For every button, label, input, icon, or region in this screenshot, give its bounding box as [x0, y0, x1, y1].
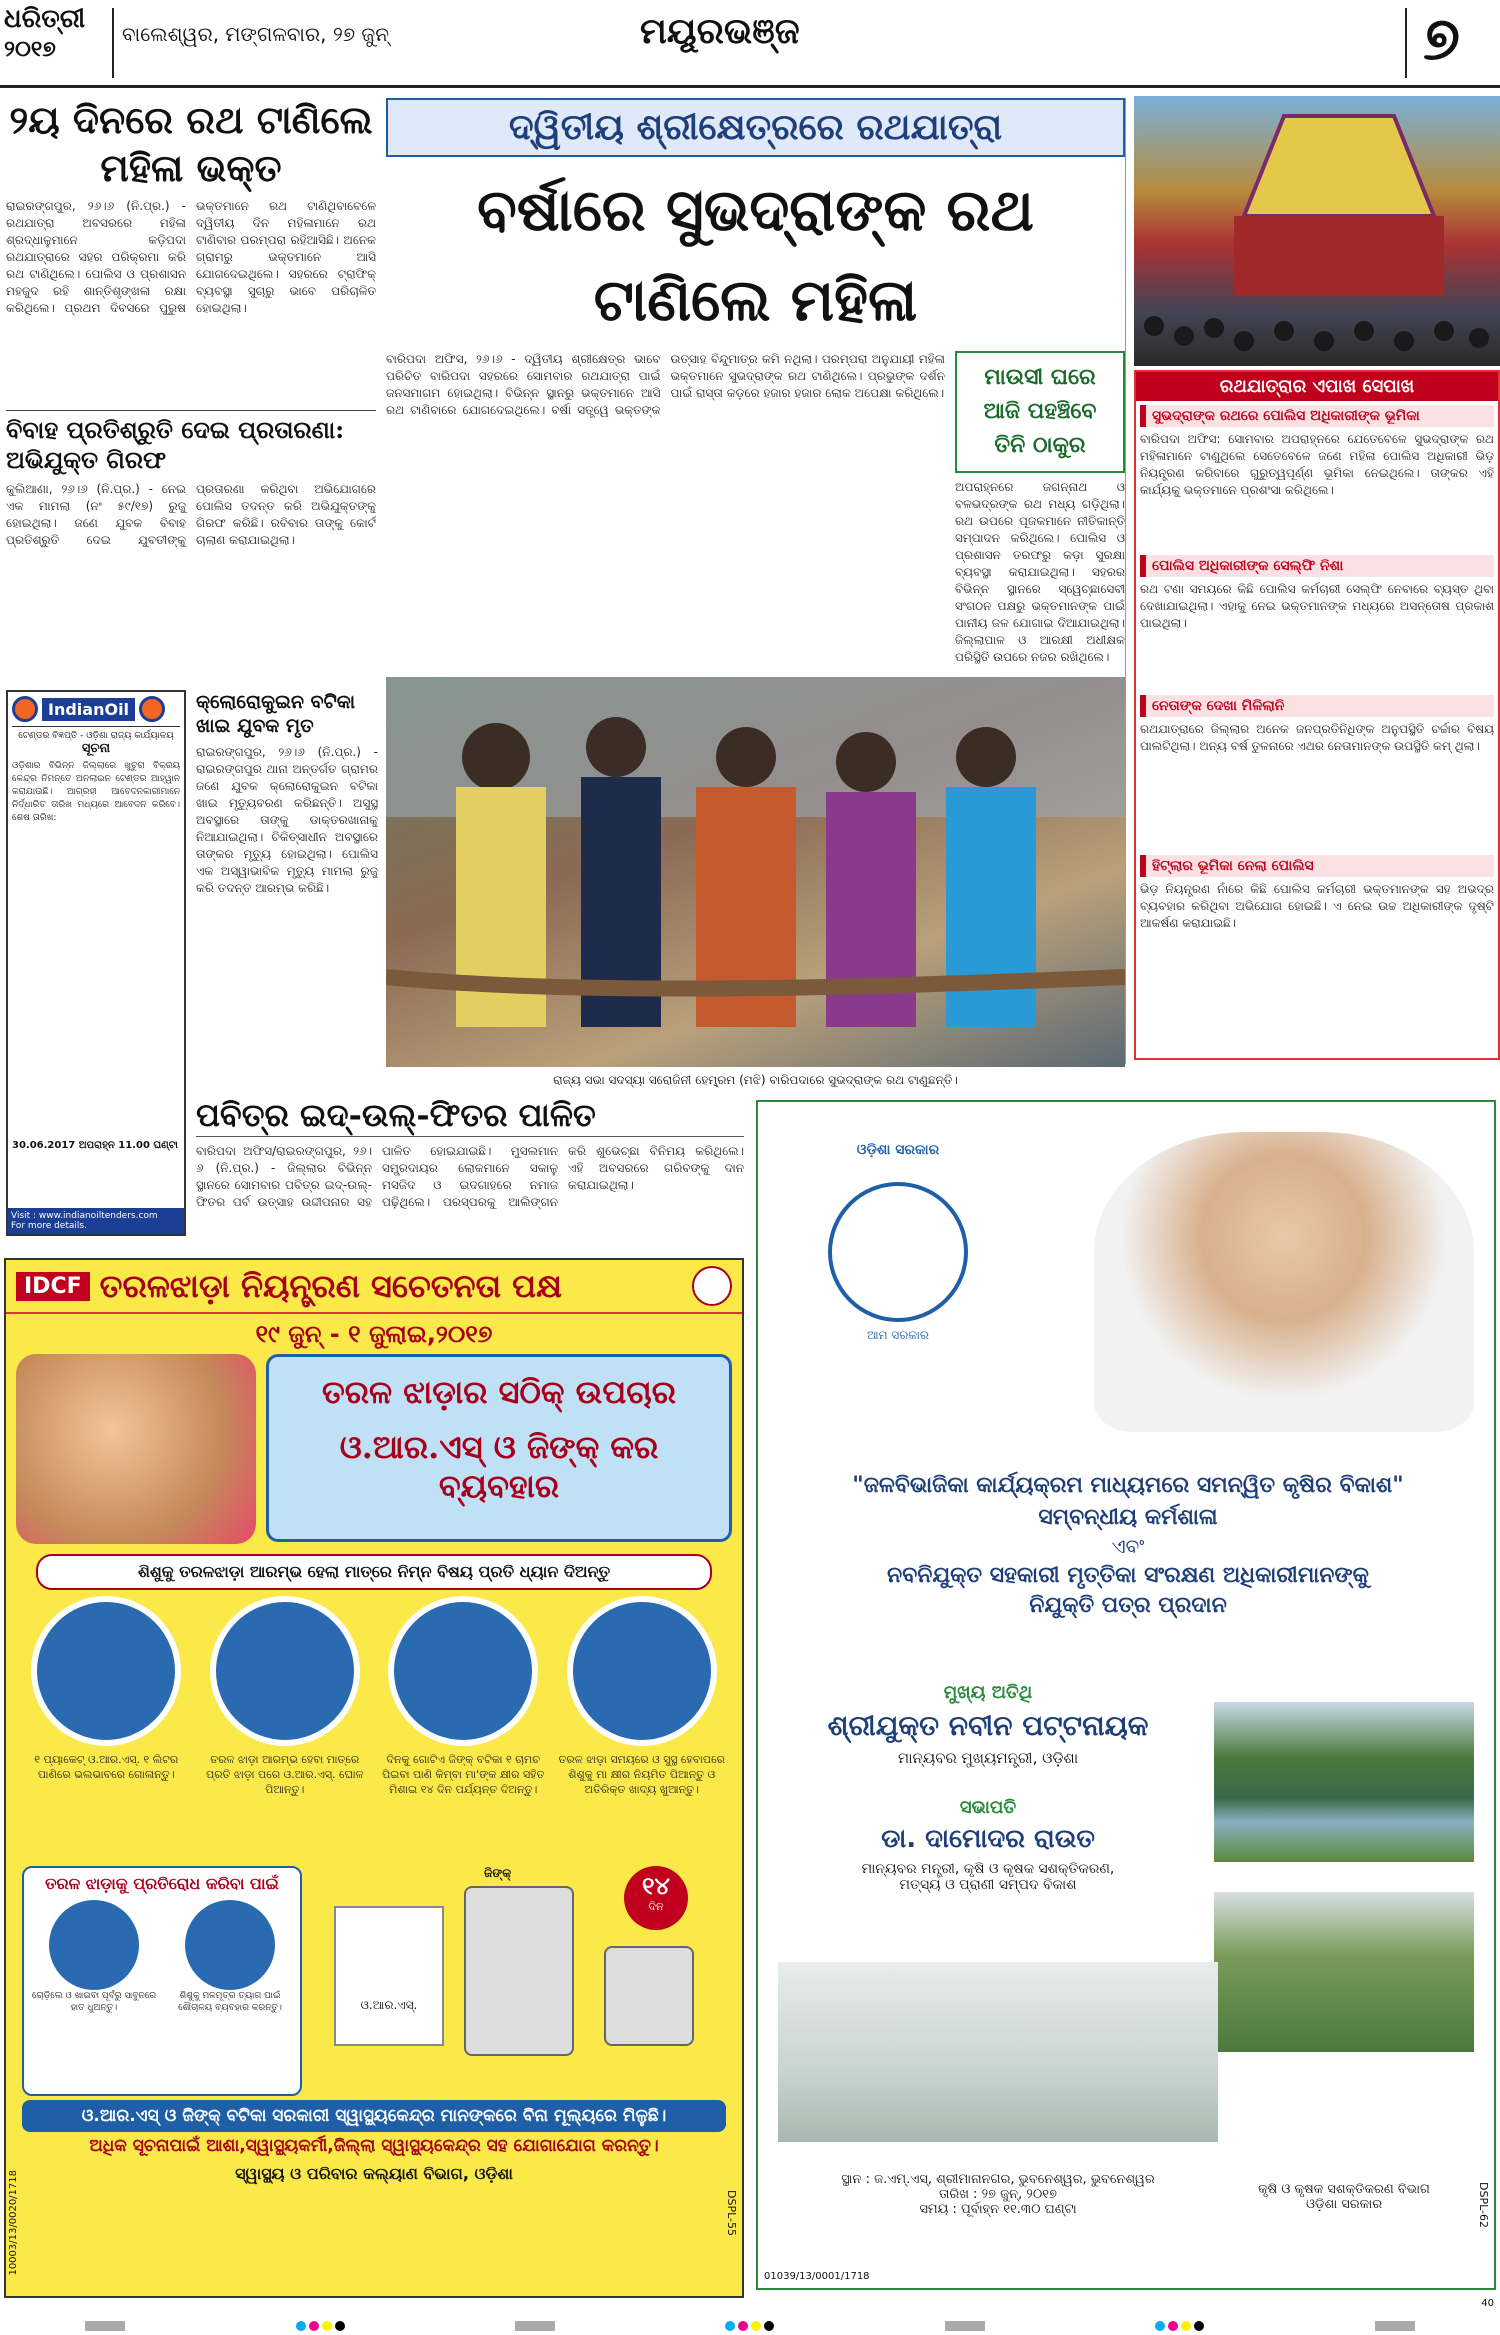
govt-motto: ଆମ ସରକାର	[866, 1328, 930, 1342]
reg-mark-icon	[85, 2321, 125, 2331]
bottom-info: ଅଧିକ ସୂଚନାପାଇଁ ଆଶା,ସ୍ୱାସ୍ଥ୍ୟକର୍ମୀ,ଜିଲ୍ଲା ସ୍ୱାସ୍ଥ୍ୟକେନ୍ଦ୍ର ସହ ଯୋଗାଯୋଗ କରନ୍ତୁ।	[89, 2136, 659, 2156]
subhead: ନେତାଙ୍କ ଦେଖା ମିଳିଲାନି	[1140, 695, 1494, 717]
prevent-text: ଶିଶୁକୁ ମଳମୂତ୍ର ତ୍ୟାଗ ପାଇଁ ଶୌଚାଳୟ ବ୍ୟବହାର କରନ୍ତୁ।	[178, 1991, 282, 2013]
president-title: ମତ୍ସ୍ୟ ଓ ପ୍ରାଣୀ ସମ୍ପଦ ବିକାଶ	[899, 1877, 1077, 1893]
article-body: ବାରିପଦା ଅଫିସ: ସୋମବାର ଅପରାହ୍ନରେ ଯେତେବେଳେ ସୁଭଦ୍ରାଙ୍କ ରଥ ମହିଳାମାନେ ଟାଣୁଥିଲେ ସେତେବେଳେ ଜଣେ ମହିଳା ପୋଲିସ ଅଧିକାରୀ ଭିଡ଼ ନିୟନ୍ତ୍ରଣ କରିବାରେ ଗୁରୁତ୍ୱପୂର୍ଣ୍ଣ ଭୂମିକା ନେଇଥିଲେ। ତାଙ୍କର ଏହି କାର୍ଯ୍ୟକୁ ଭକ୍ତମାନେ ପ୍ରଶଂସା କରିଥିଲେ।	[1140, 432, 1494, 497]
divider	[1405, 8, 1407, 78]
ad-code: DSPL-62	[1477, 2182, 1490, 2228]
step-text: ତରଳ ଝାଡ଼ା ସମୟରେ ଓ ସୁସ୍ଥ ହେବାପରେ ଶିଶୁକୁ ମା କ୍ଷୀର ନିୟମିତ ପିଆନ୍ତୁ ଓ ଅତିରିକ୍ତ ଖାଦ୍ୟ ଖୁଆନ୍ତୁ।	[558, 1753, 725, 1796]
venue: ସ୍ଥାନ : ଜ.ଏମ୍.ଏସ୍, ଶ୍ରୀମାନାନଗର, ଭୁବନେଶ୍ୱର, ଭୁବନେଶ୍ୱର	[841, 2172, 1155, 2187]
promo-line-2: ଓ.ଆର.ଏସ୍ ଓ ଜିଙ୍କ୍ କର ବ୍ୟବହାର	[339, 1428, 659, 1505]
subhead: ହିଟ୍‌ଲାର ଭୂମିକା ନେଲା ପୋଲିସ	[1140, 855, 1494, 877]
prevent-text: ଚୋଡ଼ିଲେ ଓ ଖାଇବା ପୂର୍ବରୁ ସାବୁନରେ ହାତ ଧୁଅନ୍ତୁ।	[31, 1991, 157, 2013]
department: ସ୍ୱାସ୍ଥ୍ୟ ଓ ପରିବାର କଲ୍ୟାଣ ବିଭାଗ, ଓଡ଼ିଶା	[235, 2164, 513, 2183]
article-body: ବାରିପଦା ଅଫିସ/ରାଇରଙ୍ଗପୁର, ୨୬।୬ (ନି.ପ୍ର.) - ଜିଲ୍ଲାର ବିଭିନ୍ନ ସ୍ଥାନରେ ସୋମବାର ପବିତ୍ର ଇଦ୍-ଉଲ୍-ଫିତର ପର୍ବ ଉତ୍ସାହ ଉଦ୍ଦୀପନାର ସହ ପାଳିତ ହୋଇଯାଇଛି। ମୁସଲମାନ ସମ୍ପ୍ରଦାୟର ଲୋକମାନେ ସକାଳୁ ମସଜିଦ ଓ ଇଦଗାହରେ ନମାଜ ପଢ଼ିଥିଲେ। ପରସ୍ପରକୁ ଆଲିଙ୍ଗନ କରି ଶୁଭେଚ୍ଛା ବିନିମୟ କରିଥିଲେ। ଏହି ଅବସରରେ ଗରିବଙ୍କୁ ଦାନ କରାଯାଇଥିଲା।	[196, 1144, 744, 1209]
step-text: ୧ ପ୍ୟାକେଟ୍ ଓ.ଆର.ଏସ୍. ୧ ଲିଟର ପାଣିରେ ଭଲଭାବରେ ଗୋଳାନ୍ତୁ।	[34, 1753, 179, 1781]
left-story-1	[6, 96, 376, 413]
step-card	[22, 1596, 191, 1866]
idcf-logo: IDCF	[16, 1272, 90, 1301]
govt-emblem-icon	[828, 1182, 968, 1322]
kicker: ଦ୍ୱିତୀୟ ଶ୍ରୀକ୍ଷେତ୍ରରେ ରଥଯାତ୍ରା	[386, 98, 1125, 157]
step-text: ତରଳ ଝାଡ଼ା ଆରମ୍ଭ ହେବା ମାତ୍ରେ ପ୍ରତି ଝାଡ଼ା ପରେ ଓ.ଆର.ଏସ୍. ଘୋଳ ପିଆନ୍ତୁ।	[205, 1753, 364, 1796]
department: ଓଡ଼ିଶା ସରକାର	[1305, 2197, 1383, 2212]
photo-figures	[386, 677, 1125, 1067]
field-photo-1	[1214, 1702, 1474, 1862]
prevent-title: ତରଳ ଝାଡ଼ାକୁ ପ୍ରତିରୋଧ କରିବା ପାଇଁ	[45, 1874, 279, 1893]
tender-website-link[interactable]: Visit : www.indianoiltenders.com	[11, 1211, 158, 1221]
ad-line: ଏବଂ	[1111, 1534, 1145, 1558]
chariot-figure	[1134, 96, 1500, 366]
feeding-child-icon	[210, 1596, 360, 1746]
inset-box: ମାଉସୀ ଘରେ ଆଜି ପହଞ୍ଚିବେ ତିନି ଠାକୁର	[955, 351, 1125, 473]
zinc-blister-small	[604, 1946, 694, 2046]
footer-page-number: 40	[1481, 2298, 1494, 2309]
event-time: ସମୟ : ପୂର୍ବାହ୍ନ ୧୧.୩୦ ଘଣ୍ଟା	[919, 2202, 1077, 2217]
mother-child-illustration	[16, 1354, 256, 1544]
president-name: ଡା. ଦାମୋଦର ରାଉତ	[881, 1824, 1095, 1854]
ad-dates: ୧୯ ଜୁନ୍ - ୧ ଜୁଲାଇ,୨୦୧୭	[255, 1320, 493, 1348]
tender-subtitle: ସୂଚନା	[81, 741, 111, 756]
sidebar-title: ରଥଯାତ୍ରାର ଏପାଖ ସେପାଖ	[1136, 372, 1498, 401]
ad-line: ନିଯୁକ୍ତି ପତ୍ର ପ୍ରଦାନ	[1029, 1592, 1227, 1618]
days-badge	[624, 1866, 688, 1930]
article-body: ରାଇରଙ୍ଗପୁର, ୨୬।୬ (ନି.ପ୍ର.) - ରାଇରଙ୍ଗପୁର ଥାନା ଅନ୍ତର୍ଗତ ଗ୍ରାମର ଜଣେ ଯୁବକ କ୍ଲୋରୋକୁଇନ ବଟିକା ଖାଇ ମୃତ୍ୟୁବରଣ କରିଛନ୍ତି। ଅସୁସ୍ଥ ଅବସ୍ଥାରେ ତାଙ୍କୁ ଡାକ୍ତରଖାନାକୁ ନିଆଯାଇଥିଲା। ଚିକିତ୍ସାଧୀନ ଅବସ୍ଥାରେ ତାଙ୍କର ମୃତ୍ୟୁ ହୋଇଥିଲା। ପୋଲିସ ଏକ ଅସ୍ୱାଭାବିକ ମୃତ୍ୟୁ ମାମଲା ରୁଜୁ କରି ତଦନ୍ତ ଆରମ୍ଭ କରିଛି।	[196, 745, 378, 895]
president-label: ସଭାପତି	[959, 1797, 1017, 1818]
headline: ବିବାହ ପ୍ରତିଶ୍ରୁତି ଦେଇ ପ୍ରତାରଣା: ଅଭିଯୁକ୍ତ ଗିରଫ	[6, 415, 345, 474]
article-body: ରାଇରଙ୍ଗପୁର, ୨୬।୬ (ନି.ପ୍ର.) - ରଥଯାତ୍ରା ଅବସରରେ ମହିଳା ଶ୍ରଦ୍ଧାଳୁମାନେ କଡ଼ିପଦା ରଥଯାତ୍ରାରେ ସହର ପରିକ୍ରମା କରି ରଥ ଟାଣିଥିଲେ। ପୋଲିସ ଓ ପ୍ରଶାସନ ମହଜୁଦ ରହି ଶାନ୍ତିଶୃଙ୍ଖଳା ରକ୍ଷା କରିଥିଲେ। ପ୍ରଥମ ଦିବସରେ ପୁରୁଷ ଭକ୍ତମାନେ ରଥ ଟାଣିଥିବାବେଳେ ଦ୍ୱିତୀୟ ଦିନ ମହିଳାମାନେ ରଥ ଟାଣିବାର ପରମ୍ପରା ରହିଆସିଛି। ଅନେକ ଗ୍ରାମରୁ ଭକ୍ତମାନେ ଆସି ଯୋଗଦେଇଥିଲେ। ସହରରେ ଟ୍ରାଫିକ୍ ବ୍ୟବସ୍ଥା ସୁଚାରୁ ଭାବେ ପରିଚାଳିତ ହୋଇଥିଲା।	[6, 199, 376, 315]
tender-title: ଟେଣ୍ଡର ବିଜ୍ଞପ୍ତି - ଓଡ଼ିଶା ରାଜ୍ୟ କାର୍ଯ୍ୟାଳୟ	[18, 731, 174, 741]
article-body: ବାରିପଦା ଅଫିସ, ୨୬।୬ - ଦ୍ୱିତୀୟ ଶ୍ରୀକ୍ଷେତ୍ର ଭାବେ ପରିଚିତ ବାରିପଦା ସହରରେ ସୋମବାର ରଥଯାତ୍ରା ପାଇଁ ଜନସମାଗମ ହୋଇଥିଲା। ବିଭିନ୍ନ ସ୍ଥାନରୁ ଭକ୍ତମାନେ ଆସି ରଥ ଟାଣିବାରେ ଯୋଗଦେଇଥିଲେ। ବର୍ଷା ସତ୍ତ୍ୱେ ଭକ୍ତଙ୍କ ଉତ୍ସାହ ବିନ୍ଦୁମାତ୍ର କମି ନଥିଲା। ପରମ୍ପରା ଅନୁଯାୟୀ ମହିଳା ଭକ୍ତମାନେ ସୁଭଦ୍ରାଙ୍କ ରଥ ଟାଣିଥିଲେ। ପ୍ରଭୁଙ୍କ ଦର୍ଶନ ପାଇଁ ରାସ୍ତା କଡ଼ରେ ହଜାର ହଜାର ଲୋକ ଅପେକ୍ଷା କରିଥିଲେ।	[386, 352, 945, 417]
headline: କ୍ଲୋରୋକୁଇନ ବଟିକା ଖାଇ ଯୁବକ ମୃତ	[196, 691, 356, 737]
bottom-banner: ଓ.ଆର.ଏସ୍ ଓ ଜିଙ୍କ୍ ବଟିକା ସରକାରୀ ସ୍ୱାସ୍ଥ୍ୟକେନ୍ଦ୍ର ମାନଙ୍କରେ ବିନା ମୂଲ୍ୟରେ ମିଳୁଛି।	[22, 2100, 726, 2132]
ad-title: ତରଳଝାଡ଼ା ନିୟନ୍ତ୍ରଣ ସଚେତନତା ପକ୍ଷ	[99, 1266, 562, 1305]
divider	[6, 410, 376, 411]
handwash-icon	[49, 1900, 139, 1990]
article-body: ରଥଯାତ୍ରାରେ ଜିଲ୍ଲାର ଅନେକ ଜନପ୍ରତିନିଧିଙ୍କ ଅନୁପସ୍ଥିତି ଚର୍ଚ୍ଚାର ବିଷୟ ପାଲଟିଥିଲା। ଅନ୍ୟ ବର୍ଷ ତୁଳନାରେ ଏଥର ନେତାମାନଙ୍କ ଉପସ୍ଥିତି କମ୍ ଥିଲା।	[1140, 722, 1494, 753]
ad-ref: 10003/13/0020/1718	[8, 2170, 19, 2276]
reg-mark-icon	[515, 2321, 555, 2331]
masthead	[0, 0, 1500, 88]
step-card	[379, 1596, 548, 1866]
zinc-label: ଜିଙ୍କ୍	[484, 1866, 512, 1880]
sidebar-box	[1134, 370, 1500, 1060]
days-text: ଦିନ	[648, 1900, 664, 1913]
misty-landscape	[778, 1962, 1218, 2142]
ad-line: ନବନିଯୁକ୍ତ ସହକାରୀ ମୃତ୍ତିକା ସଂରକ୍ଷଣ ଅଧିକାରୀମାନଙ୍କୁ	[887, 1562, 1369, 1588]
ribbon: ଶିଶୁକୁ ତରଳଝାଡ଼ା ଆରମ୍ଭ ହେଲା ମାତ୍ରେ ନିମ୍ନ ବିଷୟ ପ୍ରତି ଧ୍ୟାନ ଦିଅନ୍ତୁ	[36, 1554, 712, 1590]
toilet-icon	[185, 1900, 275, 1990]
indianoil-logo-icon	[12, 696, 38, 722]
article-body: ଭିଡ଼ ନିୟନ୍ତ୍ରଣ ନାଁରେ କିଛି ପୋଲିସ କର୍ମଚାରୀ ଭକ୍ତମାନଙ୍କ ସହ ଅଭଦ୍ର ବ୍ୟବହାର କରିଥିବା ଅଭିଯୋଗ ହୋଇଛି। ଏ ନେଇ ଉଚ୍ଚ ଅଧିକାରୀଙ୍କ ଦୃଷ୍ଟି ଆକର୍ଷଣ କରାଯାଇଛି।	[1140, 882, 1494, 930]
color-dots-icon	[1155, 2321, 1204, 2331]
ors-packet-icon	[31, 1596, 181, 1746]
registration-marks	[0, 2316, 1500, 2335]
subhead: ପୋଲିସ ଅଧିକାରୀଙ୍କ ସେଲ୍ଫି ନିଶା	[1140, 555, 1494, 577]
divider	[112, 8, 114, 78]
event-date: ତାରିଖ : ୨୭ ଜୁନ୍, ୨୦୧୭	[939, 2187, 1057, 2202]
indianoil-logo-icon	[139, 696, 165, 722]
step-text: ଦିନକୁ ଗୋଟିଏ ଜିଙ୍କ୍ ବଟିକା ୧ ଚାମଚ ପିଇବା ପାଣି କିମ୍ବା ମା'ଙ୍କ କ୍ଷୀର ସହିତ ମିଶାଇ ୧୪ ଦିନ ପର୍ଯ୍ୟନ୍ତ ଦିଅନ୍ତୁ।	[382, 1753, 545, 1796]
main-headline: ବର୍ଷାରେ ସୁଭଦ୍ରାଙ୍କ ରଥ ଟାଣିଲେ ମହିଳା	[477, 176, 1034, 334]
newspaper-logo	[4, 4, 85, 64]
logo-text: ଧରିତ୍ରୀ	[4, 4, 86, 34]
emblem-icon	[692, 1266, 732, 1306]
article-body: ରଥ ଟଣା ସମୟରେ କିଛି ପୋଲିସ କର୍ମଚାରୀ ସେଲ୍ଫି ନେବାରେ ବ୍ୟସ୍ତ ଥିବା ଦେଖାଯାଇଥିଲା। ଏହାକୁ ନେଇ ଭକ୍ତମାନଙ୍କ ମଧ୍ୟରେ ଅସନ୍ତୋଷ ପ୍ରକାଶ ପାଇଥିଲା।	[1140, 582, 1494, 630]
step-card	[558, 1596, 727, 1866]
dateline: ବାଲେଶ୍ୱର, ମଙ୍ଗଳବାର, ୨୭ ଜୁନ୍	[122, 22, 390, 46]
ad-line: ସମ୍ବନ୍ଧୀୟ କର୍ମଶାଳା	[1038, 1504, 1218, 1530]
zinc-blister	[464, 1886, 574, 2056]
step-card	[201, 1596, 370, 1866]
chief-name: ଶ୍ରୀଯୁକ୍ତ ନବୀନ ପଟ୍ଟନାୟକ	[827, 1709, 1149, 1742]
govt-ad	[756, 1100, 1496, 2290]
main-photo	[386, 677, 1125, 1067]
headline: ୨ୟ ଦିନରେ ରଥ ଟାଣିଲେ ମହିଳା ଭକ୍ତ	[9, 97, 373, 190]
tender-body: ଓଡ଼ିଶାର ବିଭିନ୍ନ ଜିଲ୍ଲାରେ ଖୁଚୁରା ବିକ୍ରୟ କେନ୍ଦ୍ର ନିମନ୍ତେ ଅନଲାଇନ ଟେଣ୍ଡର ଆହ୍ୱାନ କରାଯାଉଛି। ଆଗ୍ରହୀ ଆବେଦନକାରୀମାନେ ନିର୍ଦ୍ଧାରିତ ତାରିଖ ମଧ୍ୟରେ ଆବେଦନ କରିବେ। ଶେଷ ତାରିଖ:	[12, 761, 180, 823]
logo-year: ୨୦୧୭	[4, 36, 56, 62]
article-body: କୁଲିଆଣା, ୨୬।୬ (ନି.ପ୍ର.) - ନେଇ ଏକ ମାମଲା (ନଂ ୫୯/୧୭) ରୁଜୁ ହୋଇଥିଲା। ଜଣେ ଯୁବକ ବିବାହ ପ୍ରତିଶ୍ରୁତି ଦେଇ ଯୁବତୀଙ୍କୁ ପ୍ରତାରଣା କରିଥିବା ଅଭିଯୋଗରେ ପୋଲିସ ତଦନ୍ତ କରି ଅଭିଯୁକ୍ତଙ୍କୁ ଗିରଫ କରିଛି। ରବିବାର ତାଙ୍କୁ କୋର୍ଟ ଚାଲାଣ କରାଯାଇଥିଲା।	[6, 482, 376, 547]
days-number: ୧୪	[642, 1872, 670, 1900]
color-dots-icon	[296, 2321, 345, 2331]
department: କୃଷି ଓ କୃଷକ ସଶକ୍ତିକରଣ ବିଭାଗ	[1258, 2182, 1430, 2197]
chief-minister-photo	[1094, 1132, 1474, 1432]
main-story	[386, 98, 1126, 1087]
breastfeeding-icon	[567, 1596, 717, 1746]
health-ad	[4, 1258, 744, 2298]
field-photo-2	[1214, 1892, 1474, 2052]
left-story-2	[6, 415, 376, 601]
reg-mark-icon	[1375, 2321, 1415, 2331]
headline: ପବିତ୍ର ଇଦ୍-ଉଲ୍-ଫିତର ପାଳିତ	[196, 1094, 744, 1137]
chief-label: ମୁଖ୍ୟ ଅତିଥି	[943, 1682, 1033, 1703]
chief-title: ମାନ୍ୟବର ମୁଖ୍ୟମନ୍ତ୍ରୀ, ଓଡ଼ିଶା	[897, 1749, 1079, 1767]
brand-name: IndianOil	[42, 698, 135, 721]
ad-quote: "ଜଳବିଭାଜିକା କାର୍ଯ୍ୟକ୍ରମ ମାଧ୍ୟମରେ ସମନ୍ୱିତ କୃଷିର ବିକାଶ"	[852, 1472, 1404, 1498]
color-dots-icon	[725, 2321, 774, 2331]
photo-caption: ରାଜ୍ୟ ସଭା ସଦସ୍ୟା ସରୋଜିନୀ ହେମ୍ବ୍ରମ (ମଝି) ବାରିପଦାରେ ସୁଭଦ୍ରାଙ୍କ ରଥ ଟାଣୁଛନ୍ତି।	[553, 1073, 958, 1087]
brief-story	[196, 690, 378, 1134]
subhead: ସୁଭଦ୍ରାଙ୍କ ରଥରେ ପୋଲିସ ଅଧିକାରୀଙ୍କ ଭୂମିକା	[1140, 405, 1494, 427]
tender-footer	[8, 1208, 184, 1234]
ad-code: DSPL-55	[725, 2190, 738, 2236]
tender-deadline: 30.06.2017	[12, 1140, 76, 1151]
chariot-photo	[1134, 96, 1500, 366]
govt-name: ଓଡ଼ିଶା ସରକାର	[856, 1142, 940, 1158]
president-title: ମାନ୍ୟବର ମନ୍ତ୍ରୀ, କୃଷି ଓ କୃଷକ ସଶକ୍ତିକରଣ,	[861, 1861, 1115, 1877]
tender-footer-note: For more details.	[11, 1221, 87, 1231]
zinc-calendar-icon	[388, 1596, 538, 1746]
reg-mark-icon	[945, 2321, 985, 2331]
tender-time: ଅପରାହ୍ନ 11.00 ଘଣ୍ଟା	[78, 1140, 178, 1151]
article-body: ଅପରାହ୍ନରେ ଜଗନ୍ନାଥ ଓ ବଳଭଦ୍ରଙ୍କ ରଥ ମଧ୍ୟ ଗଡ଼ିଥିଲା। ରଥ ଉପରେ ପୂଜକମାନେ ନୀତିକାନ୍ତି ସମ୍ପାଦନ କରିଥିଲେ। ପୋଲିସ ଓ ପ୍ରଶାସନ ତରଫରୁ କଡ଼ା ସୁରକ୍ଷା ବ୍ୟବସ୍ଥା କରାଯାଇଥିଲା। ସହରର ବିଭିନ୍ନ ସ୍ଥାନରେ ସ୍ୱେଚ୍ଛାସେବୀ ସଂଗଠନ ପକ୍ଷରୁ ଭକ୍ତମାନଙ୍କ ପାଇଁ ପାନୀୟ ଜଳ ଯୋଗାଇ ଦିଆଯାଇଥିଲା। ଜିଲ୍ଲାପାଳ ଓ ଆରକ୍ଷୀ ଅଧୀକ୍ଷକ ପରିସ୍ଥିତି ଉପରେ ନଜର ରଖିଥିଲେ।	[955, 480, 1125, 664]
ad-ref: 01039/13/0001/1718	[764, 2271, 870, 2282]
section-title: ମୟୂରଭଞ୍ଜ	[640, 10, 800, 52]
promo-line-1: ତରଳ ଝାଡ଼ାର ସଠିକ୍ ଉପଚାର	[321, 1373, 677, 1411]
page-number: ୭	[1423, 4, 1460, 74]
ors-packet: ଓ.ଆର.ଏସ୍.	[334, 1906, 444, 2046]
tender-ad	[6, 690, 186, 1236]
